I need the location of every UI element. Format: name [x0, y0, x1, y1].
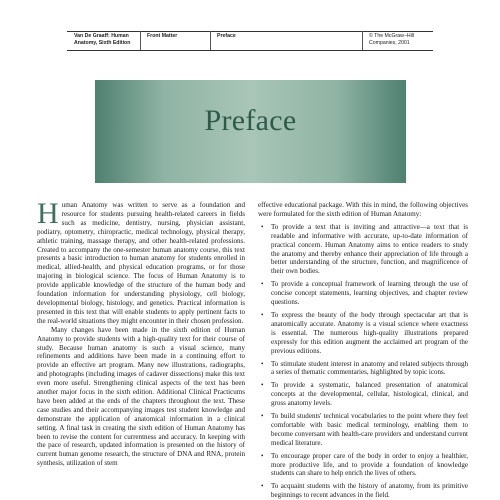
list-item: • To encourage proper care of the body in order to enjoy a healthier, more productive life, and to provide a foundation of knowledge students can share to help enrich the lives of others.	[258, 452, 468, 479]
header-chapter: Preface	[217, 33, 236, 39]
header-divider	[362, 31, 363, 50]
header-book-title: Van De Graaff: Human Anatomy, Sixth Edition	[74, 33, 131, 46]
objectives-list	[258, 223, 468, 500]
list-item: • To build students' technical vocabularies to the point where they feel comfortable with basic medical terminology, enabling them to become conversant with health-care providers and understand current medical literature.	[258, 412, 468, 448]
objectives-intro: effective educational package. With this in mind, the following objectives were formulated for the sixth edition of Human Anatomy:	[258, 201, 468, 218]
second-paragraph: Many changes have been made in the sixth edition of Human Anatomy to provide students with a high-quality text for their course of study. Because human anatomy is such a visual science, many refinements and additions have been made in a continuing effort to provide an effective art program. Many new illustrations, radiographs, and photographs (including images of cadaver dissections) make this text even more useful. Strengthening clinical aspects of the text has been another major focus in the sixth edition. Additional Clinical Practicums have been added at the ends of the chapters throughout the text. These case studies and their accompanying images test student knowledge and demonstrate the application of anatomical information in a clinical setting. A final task in creating the sixth edition of Human Anatomy has been to revise the content for currentness and accuracy. In keeping with the pace of research, updated information is presented on the history of current human genome research, the structure of DNA and RNA, protein synthesis, utilization of stem	[37, 325, 245, 468]
header-divider	[140, 31, 141, 50]
left-column	[37, 197, 245, 468]
intro-paragraph	[37, 197, 245, 326]
title-banner	[95, 80, 406, 183]
header-bottom-rule	[67, 50, 433, 51]
list-item: • To express the beauty of the body through spectacular art that is anatomically accurate. Anatomy is a visual science where exactness is essential. The numerous high-quality illustrations prepared expressly for this edition augment the acclaimed art program of the previous editions.	[258, 311, 468, 356]
header-section: Front Matter	[147, 33, 178, 39]
list-item: • To provide a conceptual framework of learning through the use of concise concept statements, learning objectives, and chapter review questions.	[258, 280, 468, 307]
header-divider	[210, 31, 211, 50]
list-item: • To provide a systematic, balanced presentation of anatomical concepts at the developmental, cellular, histological, clinical, and gross anatomy levels.	[258, 381, 468, 408]
list-item: • To acquaint students with the history of anatomy, from its primitive beginnings to recent advances in the field.	[258, 482, 468, 500]
page-title: Preface	[204, 104, 297, 137]
intro-paragraph-text: uman Anatomy was written to serve as a foundation and resource for students pursuing health-related careers in fields such as medicine, dentistry, nursing, physician assistant, podiatry, optometry, chiropractic, medical technology, physical therapy, athletic training, massage therapy, and other health-related professions. Created to accompany the one-semester human anatomy course, this text presents a basic introduction to human anatomy for students enrolled in medical, allied-health, and physical education programs, or for those majoring in biological science. The focus of Human Anatomy is to provide applicable knowledge of the structure of the human body and foundation information for understanding physiology, cell biology, developmental biology, histology, and genetics. Practical information is presented in this text that will enable students to apply pertinent facts to the real-world situations they might encounter in their chosen profession.	[37, 201, 245, 325]
drop-cap: H	[37, 197, 59, 230]
list-item: • To provide a text that is inviting and attractive—a text that is readable and informative with accurate, up-to-date information of practical concern. Human Anatomy aims to entice readers to study the anatomy and thereby enhance their appreciation of life through a better understanding of the structure, function, and magnificence of their own bodies.	[258, 223, 468, 276]
list-item: • To stimulate student interest in anatomy and related subjects through a series of thematic commentaries, highlighted by topic icons.	[258, 360, 468, 378]
header-copyright: © The McGraw−Hill Companies, 2001	[369, 33, 415, 46]
header-top-rule	[67, 31, 433, 32]
right-column	[258, 201, 468, 500]
